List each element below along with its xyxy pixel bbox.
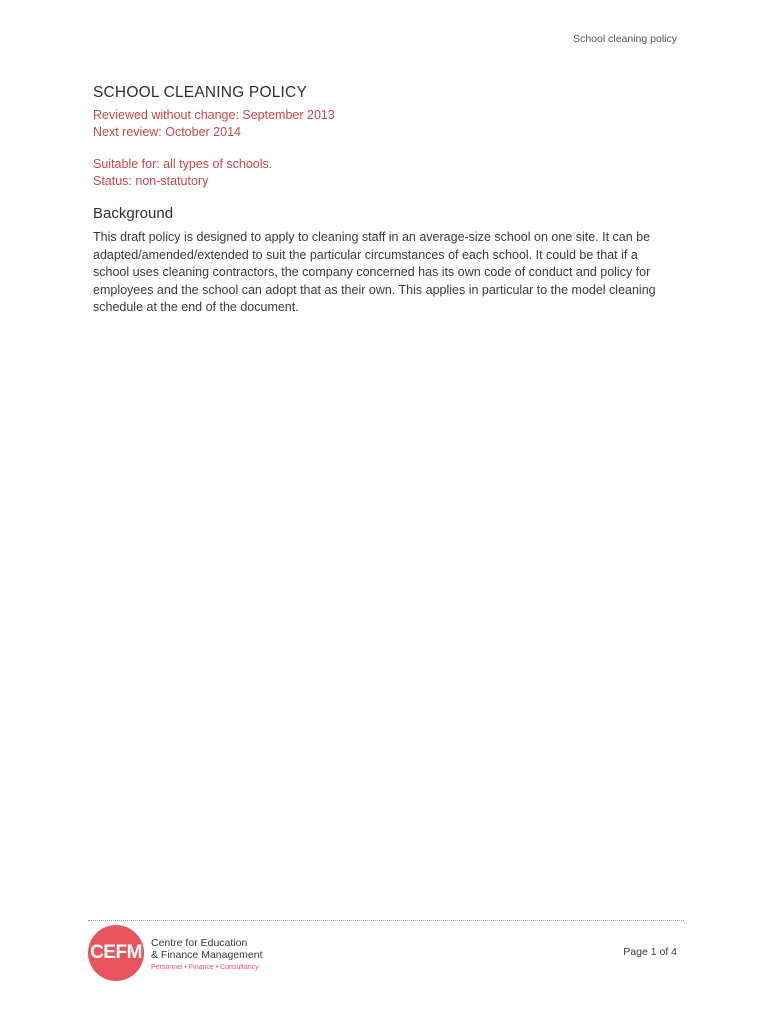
suitable-for-line: Suitable for: all types of schools.	[93, 157, 273, 171]
paragraph-line: This draft policy is designed to apply to cleaning staff in an average-size school on one site. It can be	[93, 230, 651, 244]
paragraph-line: schedule at the end of the document.	[93, 300, 299, 315]
paragraph-line: adapted/amended/extended to suit the particular circumstances of each school. It could be that if a	[93, 247, 638, 262]
document-title: SCHOOL CLEANING POLICY	[93, 84, 307, 101]
status-line: Status: non-statutory	[93, 174, 209, 188]
organization-name	[151, 937, 262, 974]
logo-text: CEFM	[90, 942, 142, 963]
paragraph-line: school uses cleaning contractors, the company concerned has its own code of conduct and policy for	[93, 265, 651, 280]
footer-divider	[88, 920, 684, 921]
status-info	[93, 156, 272, 190]
section-heading-background: Background	[93, 205, 174, 222]
next-review-line: Next review: October 2014	[93, 125, 241, 139]
org-name-line: & Finance Management	[151, 949, 263, 961]
background-paragraph	[93, 229, 683, 317]
org-name-line: Centre for Education	[151, 937, 248, 949]
page-number: Page 1 of 4	[623, 946, 677, 958]
reviewed-line: Reviewed without change: September 2013	[93, 108, 335, 122]
cefm-logo	[88, 925, 144, 981]
review-info	[93, 107, 335, 141]
running-header: School cleaning policy	[573, 33, 677, 45]
paragraph-line: employees and the school can adopt that as their own. This applies in particular to the model cleaning	[93, 282, 656, 297]
org-tagline: Personnel • Finance • Consultancy	[151, 964, 259, 971]
